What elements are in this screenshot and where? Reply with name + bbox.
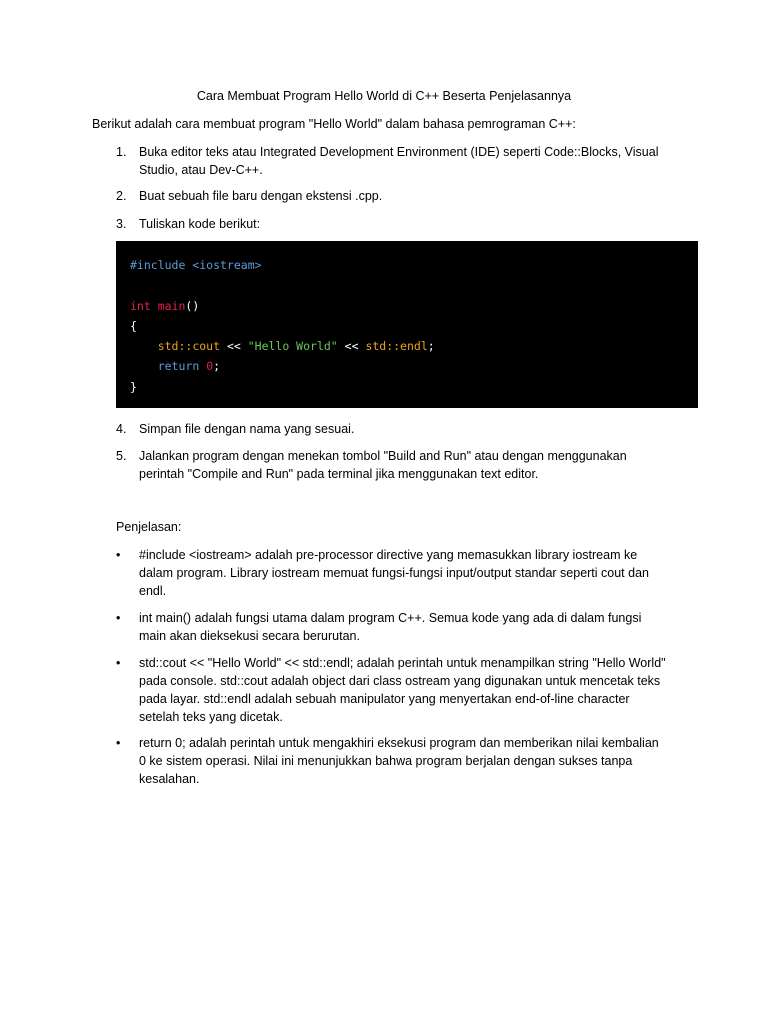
code-close-brace: } bbox=[130, 379, 137, 394]
bullet-dot: • bbox=[116, 736, 121, 750]
step-text: Buat sebuah file baru dengan ekstensi .cpp. bbox=[139, 189, 383, 203]
bullet-dot: • bbox=[116, 611, 121, 625]
code-shift-operator: << bbox=[337, 339, 366, 354]
code-hello-string: "Hello World" bbox=[247, 339, 338, 354]
explanation-heading: Penjelasan: bbox=[116, 520, 182, 534]
code-parens: () bbox=[185, 298, 200, 313]
step-number: 4. bbox=[116, 422, 127, 436]
intro-paragraph: Berikut adalah cara membuat program "Hello World" dalam bahasa pemrograman C++: bbox=[92, 117, 576, 131]
bullet-text: #include <iostream> adalah pre-processor directive yang memasukkan library iostream ke dalam program. Library iostream memuat fungsi-fungsi input/output standar seperti cout dan endl. bbox=[139, 548, 649, 598]
page-title: Cara Membuat Program Hello World di C++ Beserta Penjelasannya bbox=[196, 89, 572, 103]
bullet-dot: • bbox=[116, 548, 121, 562]
step-text: Buka editor teks atau Integrated Development Environment (IDE) seperti Code::Blocks, Visual Studio, atau Dev-C++. bbox=[139, 145, 659, 177]
bullet-text: return 0; adalah perintah untuk mengakhiri eksekusi program dan memberikan nilai kembalian 0 ke sistem operasi. Nilai ini menunjukkan bahwa program berjalan dengan sukses tanpa kesalahan. bbox=[139, 736, 659, 786]
code-main-function: main bbox=[157, 298, 186, 313]
step-text: Simpan file dengan nama yang sesuai. bbox=[139, 422, 355, 436]
code-semicolon: ; bbox=[213, 359, 221, 374]
step-number: 3. bbox=[116, 217, 127, 231]
code-include: #include <iostream> bbox=[130, 258, 262, 272]
step-text: Jalankan program dengan menekan tombol "Build and Run" atau dengan menggunakan perintah "Compile and Run" pada terminal jika menggunakan text editor. bbox=[139, 449, 627, 481]
code-zero: 0 bbox=[206, 359, 214, 374]
bullet-dot: • bbox=[116, 656, 121, 670]
bullet-text: int main() adalah fungsi utama dalam program C++. Semua kode yang ada di dalam fungsi main akan dieksekusi secara berurutan. bbox=[139, 611, 642, 643]
step-text: Tuliskan kode berikut: bbox=[139, 217, 261, 231]
code-std-cout: std::cout bbox=[157, 339, 221, 354]
code-shift-operator: << bbox=[220, 339, 248, 354]
code-block bbox=[116, 241, 698, 408]
step-number: 5. bbox=[116, 449, 127, 463]
code-int-keyword: int bbox=[130, 298, 151, 313]
code-semicolon: ; bbox=[427, 339, 435, 354]
step-number: 2. bbox=[116, 189, 127, 203]
code-std-endl: std::endl bbox=[365, 339, 428, 354]
code-return-keyword: return bbox=[157, 359, 200, 374]
bullet-text: std::cout << "Hello World" << std::endl; adalah perintah untuk menampilkan string "Hello World" pada console. std::cout adalah object dari class ostream yang digunakan untuk mencetak teks pada layar. std::endl adalah sebuah manipulator yang menyertakan end-of-line character setelah teks yang dicetak. bbox=[139, 656, 666, 724]
step-number: 1. bbox=[116, 145, 127, 159]
code-open-brace: { bbox=[130, 318, 137, 333]
